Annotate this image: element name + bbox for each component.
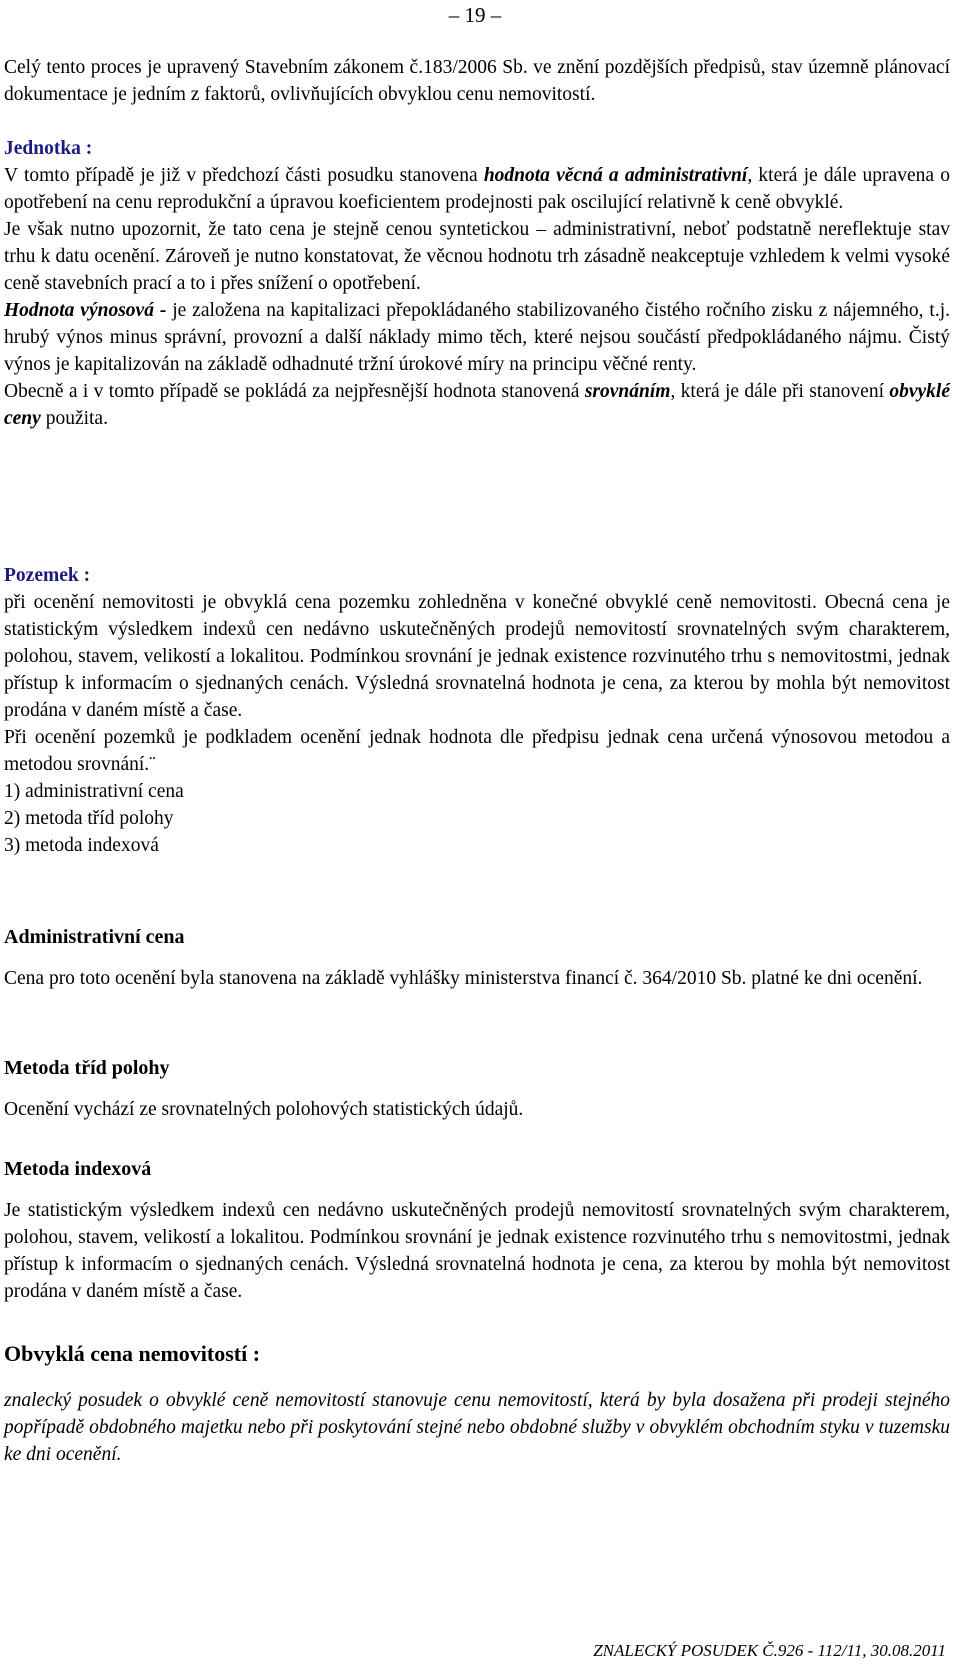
pozemek-paragraph-1: při ocenění nemovitosti je obvyklá cena pozemku zohledněna v konečné obvyklé ceně nemovitosti. Obecná cena je statistickým výsledkem indexů cen nedávno uskutečněných prodejů nemovitostí srovnatelných svým charakterem, polohou, stavem, velikostí a lokalitou. Podmínkou srovnání je jednak existence rozvinutého trhu s nemovitostmi, jednak přístup k informacím o sjednaných cenách. Výsledná srovnatelná hodnota je cena, za kterou by mohla být nemovitost prodána v daném místě a čase. (4, 592, 950, 721)
jednotka-paragraph-4: Obecně a i v tomto případě se pokládá za nejpřesnější hodnota stanovená srovnáním, která je dále při stanovení obvyklé ceny použita. (4, 381, 951, 429)
pozemek-paragraph-2: Při ocenění pozemků je podkladem ocenění jednak hodnota dle předpisu jednak cena určená výnosovou metodou a metodou srovnání.¨ (4, 727, 950, 775)
administrativni-section (4, 924, 950, 992)
trid-polohy-heading: Metoda tříd polohy (4, 1057, 170, 1079)
emphasis-srovnanim: srovnáním (584, 381, 671, 402)
list-item: 1) administrativní cena (4, 781, 184, 802)
indexova-heading: Metoda indexová (4, 1158, 152, 1180)
administrativni-paragraph: Cena pro toto ocenění byla stanovena na základě vyhlášky ministerstva financí č. 364/2010 Sb. platné ke dni ocenění. (4, 968, 923, 989)
pozemek-section (4, 562, 950, 859)
obvykla-paragraph: znalecký posudek o obvyklé ceně nemovitostí stanovuje cenu nemovitostí, která by byla dosažena při prodeji stejného popřípadě obdobného majetku nebo při poskytování stejné nebo obdobné služby v obvyklém obchodním styku v tuzemsku ke dni ocenění. (4, 1390, 950, 1465)
trid-polohy-section (4, 1055, 950, 1123)
page-number: – 19 – (448, 3, 502, 27)
emphasis-obvykle-ceny: obvyklé ceny (4, 381, 951, 429)
obvykla-section (4, 1340, 950, 1468)
jednotka-paragraph-2: Je však nutno upozornit, že tato cena je stejně cenou syntetickou – administrativní, neboť podstatně nereflektuje stav trhu k datu ocenění. Zároveň je nutno konstatovat, že věcnou hodnotu trh zásadně neakceptuje vzhledem k velmi vysoké ceně stavebních prací a to i přes snížení o opotřebení. (4, 219, 950, 294)
intro-section (4, 54, 950, 108)
jednotka-paragraph-1: V tomto případě je již v předchozí části posudku stanovena hodnota věcná a administrativní, která je dále upravena o opotřebení na cenu reprodukční a úpravou koeficientem prodejnosti pak oscilující relativně k ceně obvyklé. (4, 165, 950, 213)
jednotka-heading: Jednotka : (4, 138, 93, 159)
pozemek-heading: Pozemek : (4, 565, 91, 586)
intro-paragraph: Celý tento proces je upravený Stavebním zákonem č.183/2006 Sb. ve znění pozdějších předpisů, stav územně plánovací dokumentace je jedním z faktorů, ovlivňujících obvyklou cenu nemovitostí. (4, 57, 950, 105)
method-list (4, 778, 950, 859)
obvykla-heading: Obvyklá cena nemovitostí : (4, 1341, 261, 1366)
indexova-section (4, 1156, 950, 1305)
administrativni-heading: Administrativní cena (4, 926, 185, 948)
jednotka-paragraph-3: Hodnota výnosová - je založena na kapitalizaci přepokládaného stabilizovaného čistého ročního zisku z nájemného, t.j. hrubý výnos minus správní, provozní a další náklady mimo těch, které nejsou součástí předpokládaného nájmu. Čistý výnos je kapitalizován na základě odhadnuté tržní úrokové míry na principu věčné renty. (4, 300, 950, 375)
indexova-paragraph: Je statistickým výsledkem indexů cen nedávno uskutečněných prodejů nemovitostí srovnatelných svým charakterem, polohou, stavem, velikostí a lokalitou. Podmínkou srovnání je jednak existence rozvinutého trhu s nemovitostmi, jednak přístup k informacím o sjednaných cenách. Výsledná srovnatelná hodnota je cena, za kterou by mohla být nemovitost prodána v daném místě a čase. (4, 1200, 950, 1302)
list-item: 2) metoda tříd polohy (4, 808, 174, 829)
jednotka-section (4, 135, 950, 432)
emphasis-hodnota-vecna: hodnota věcná a administrativní (483, 165, 748, 186)
document-footer: ZNALECKÝ POSUDEK Č.926 - 112/11, 30.08.2011 (593, 1641, 946, 1660)
emphasis-hodnota-vynosova: Hodnota výnosová - (4, 300, 167, 321)
trid-polohy-paragraph: Ocenění vychází ze srovnatelných polohových statistických údajů. (4, 1099, 524, 1120)
list-item: 3) metoda indexová (4, 835, 159, 856)
